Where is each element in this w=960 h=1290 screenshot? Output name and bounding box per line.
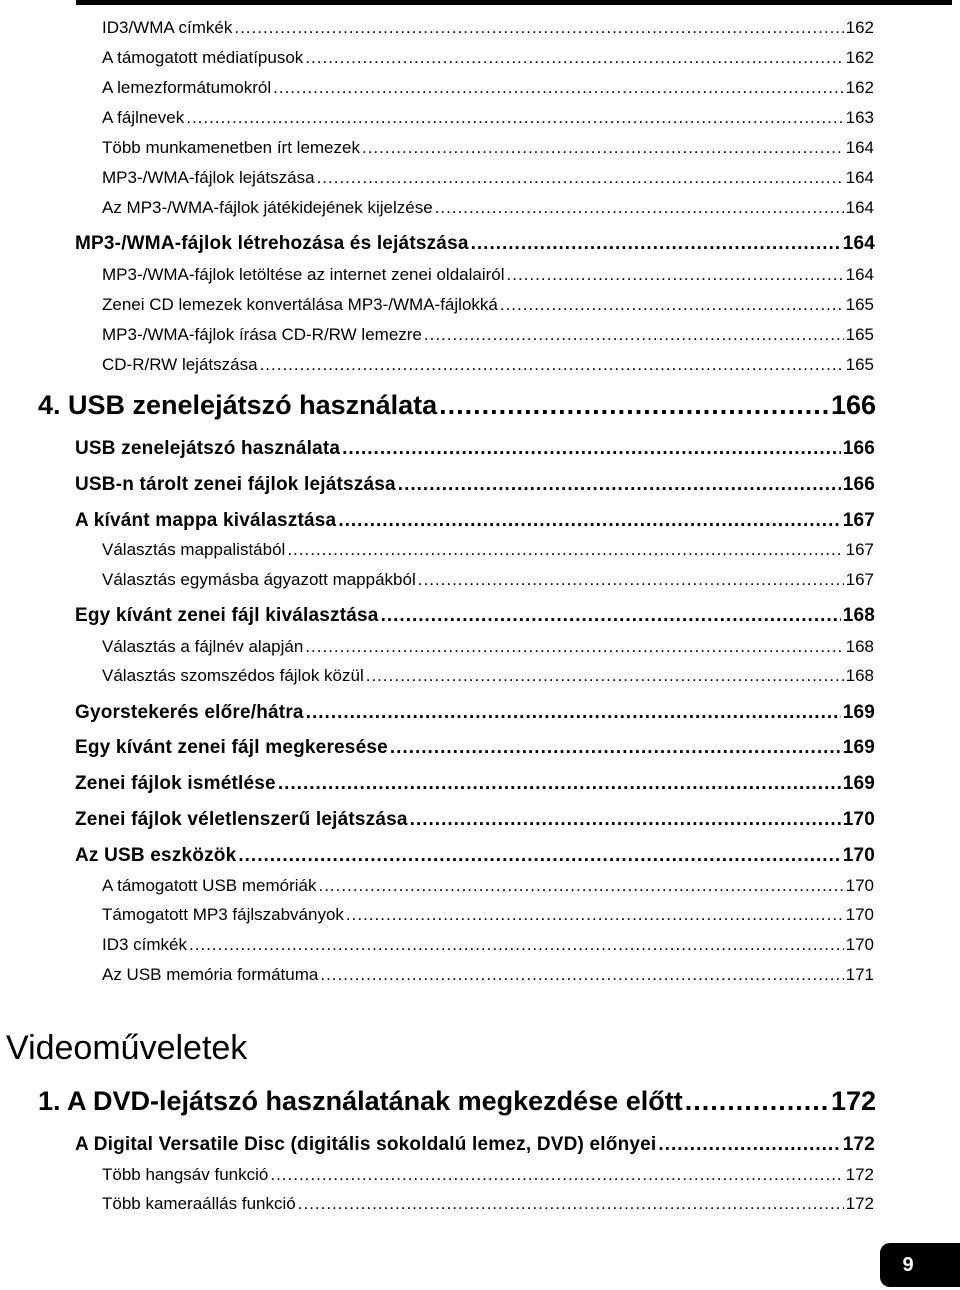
toc-leader: [189, 935, 844, 955]
toc-entry-title: Az MP3-/WMA-fájlok játékidejének kijelzése: [102, 198, 433, 217]
toc-entry-page: 172: [842, 1134, 875, 1155]
toc-entry[interactable]: [102, 876, 874, 896]
toc-entry-page: 169: [842, 737, 875, 758]
toc-entry[interactable]: [102, 570, 874, 590]
toc-entry-title: 1. A DVD-lejátszó használatának megkezdése előtt: [38, 1086, 683, 1116]
toc-entry-page: 168: [842, 605, 875, 626]
toc-entry-page: 166: [842, 474, 875, 495]
toc-entry-title: Egy kívánt zenei fájl megkeresése: [75, 737, 388, 758]
toc-entry-title: A kívánt mappa kiválasztása: [75, 510, 337, 531]
toc-entry[interactable]: [102, 905, 874, 925]
toc-leader: [298, 1194, 844, 1214]
toc-leader: [366, 666, 844, 686]
toc-entry-page: 166: [830, 390, 876, 420]
toc-entry[interactable]: [38, 1086, 876, 1117]
toc-entry-page: 162: [845, 48, 874, 67]
page-number-badge: [880, 1243, 936, 1287]
toc-entry-title: MP3-/WMA-fájlok létrehozása és lejátszása: [75, 233, 469, 254]
toc-entry-page: 170: [845, 905, 874, 924]
toc-leader: [270, 1165, 843, 1185]
toc-entry-page: 170: [842, 845, 875, 866]
toc-entry[interactable]: [75, 773, 875, 795]
toc-entry-page: 164: [845, 198, 874, 217]
toc-entry-title: USB-n tárolt zenei fájlok lejátszása: [75, 474, 396, 495]
toc-entry-title: Választás szomszédos fájlok közül: [102, 666, 364, 685]
toc-leader: [306, 702, 841, 724]
toc-entry-page: 162: [845, 18, 874, 37]
toc-entry-title: 4. USB zenelejátszó használata: [38, 390, 438, 420]
toc-entry[interactable]: [75, 438, 875, 460]
toc-entry-page: 170: [842, 809, 875, 830]
toc-leader: [507, 265, 844, 285]
toc-entry-title: A lemezformátumokról: [102, 78, 272, 97]
toc-entry[interactable]: [102, 198, 874, 218]
toc-entry[interactable]: [102, 1194, 874, 1214]
toc-entry-page: 170: [845, 876, 874, 895]
toc-entry-title: MP3-/WMA-fájlok lejátszása: [102, 168, 315, 187]
toc-entry-title: Gyorstekerés előre/hátra: [75, 702, 304, 723]
toc-entry-title: Választás mappalistából: [102, 540, 286, 559]
toc-entry-page: 163: [845, 108, 874, 127]
toc-entry-page: 169: [842, 702, 875, 723]
toc-entry[interactable]: [102, 48, 874, 68]
toc-entry-page: 165: [845, 295, 874, 314]
toc-entry[interactable]: [75, 809, 875, 831]
toc-entry[interactable]: [75, 474, 875, 496]
toc-entry[interactable]: [102, 168, 874, 188]
toc-entry-title: Több hangsáv funkció: [102, 1165, 269, 1184]
toc-entry[interactable]: [102, 265, 874, 285]
toc-leader: [390, 737, 841, 759]
toc-entry-page: 168: [845, 666, 874, 685]
toc-entry-title: A támogatott USB memóriák: [102, 876, 317, 895]
toc-entry-page: 164: [842, 233, 875, 254]
toc-leader: [424, 325, 844, 345]
toc-entry[interactable]: [102, 325, 874, 345]
toc-entry-page: 168: [845, 637, 874, 656]
toc-leader: [362, 138, 844, 158]
toc-entry-page: 165: [845, 355, 874, 374]
toc-entry[interactable]: [102, 666, 874, 686]
toc-entry-page: 164: [845, 265, 874, 284]
toc-leader: [238, 845, 840, 867]
toc-leader: [318, 876, 843, 896]
toc-entry-page: 169: [842, 773, 875, 794]
toc-entry[interactable]: [75, 1134, 875, 1156]
toc-entry-title: A támogatott médiatípusok: [102, 48, 304, 67]
toc-leader: [685, 1086, 829, 1117]
toc-entry[interactable]: [75, 737, 875, 759]
toc-entry-title: A Digital Versatile Disc (digitális sokoldalú lemez, DVD) előnyei: [75, 1134, 657, 1155]
toc-entry-page: 170: [845, 935, 874, 954]
toc-leader: [317, 168, 844, 188]
toc-leader: [278, 773, 841, 795]
toc-entry-title: Zenei fájlok ismétlése: [75, 773, 276, 794]
toc-entry[interactable]: [102, 540, 874, 560]
toc-entry-page: 167: [845, 570, 874, 589]
toc-leader: [320, 965, 843, 985]
toc-entry-title: CD-R/RW lejátszása: [102, 355, 258, 374]
toc-entry-title: Támogatott MP3 fájlszabványok: [102, 905, 344, 924]
toc-entry-title: ID3 címkék: [102, 935, 188, 954]
toc-leader: [186, 108, 843, 128]
toc-entry[interactable]: [38, 390, 876, 421]
page-number: 9: [902, 1253, 914, 1276]
toc-leader: [273, 78, 844, 98]
toc-leader: [260, 355, 844, 375]
toc-entry[interactable]: [75, 845, 875, 867]
toc-entry[interactable]: [102, 108, 874, 128]
toc-entry-title: Egy kívánt zenei fájl kiválasztása: [75, 605, 379, 626]
part-title: Videoműveletek: [6, 1029, 248, 1067]
toc-leader: [500, 295, 844, 315]
toc-leader: [381, 605, 841, 627]
toc-entry[interactable]: [102, 138, 874, 158]
toc-entry-page: 164: [845, 138, 874, 157]
toc-entry-title: Választás a fájlnév alapján: [102, 637, 304, 656]
toc-leader: [305, 637, 843, 657]
toc-entry-page: 172: [830, 1086, 876, 1116]
toc-entry[interactable]: [102, 935, 874, 955]
toc-entry-title: USB zenelejátszó használata: [75, 438, 341, 459]
toc-entry-title: MP3-/WMA-fájlok letöltése az internet zenei oldalairól: [102, 265, 505, 284]
toc-entry-page: 164: [845, 168, 874, 187]
toc-entry-title: Az USB eszközök: [75, 845, 237, 866]
toc-entry[interactable]: [102, 78, 874, 98]
toc-entry[interactable]: [75, 702, 875, 724]
toc-entry[interactable]: [75, 605, 875, 627]
toc-leader: [346, 905, 844, 925]
toc-entry[interactable]: [102, 295, 874, 315]
toc-entry-page: 167: [845, 540, 874, 559]
toc-leader: [439, 390, 829, 421]
toc-entry[interactable]: [75, 233, 875, 255]
toc-entry-title: Választás egymásba ágyazott mappákból: [102, 570, 416, 589]
toc-leader: [418, 570, 844, 590]
toc-entry[interactable]: [102, 637, 874, 657]
toc-entry-title: ID3/WMA címkék: [102, 18, 233, 37]
toc-entry-title: Több munkamenetben írt lemezek: [102, 138, 360, 157]
toc-leader: [435, 198, 844, 218]
toc-entry-page: 172: [845, 1165, 874, 1184]
toc-entry-page: 165: [845, 325, 874, 344]
toc-leader: [398, 474, 841, 496]
toc-entry[interactable]: [102, 965, 874, 985]
toc-entry-title: Az USB memória formátuma: [102, 965, 319, 984]
toc-entry[interactable]: [102, 18, 874, 38]
toc-entry[interactable]: [75, 510, 875, 532]
toc-entry-title: Zenei fájlok véletlenszerű lejátszása: [75, 809, 408, 830]
toc-entry[interactable]: [102, 1165, 874, 1185]
toc-leader: [338, 510, 840, 532]
toc-entry-title: MP3-/WMA-fájlok írása CD-R/RW lemezre: [102, 325, 422, 344]
toc-entry-page: 171: [845, 965, 874, 984]
toc-leader: [410, 809, 841, 831]
toc-entry-page: 172: [845, 1194, 874, 1213]
toc-leader: [287, 540, 843, 560]
toc-entry-title: Zenei CD lemezek konvertálása MP3-/WMA-fájlokká: [102, 295, 498, 314]
toc-entry-page: 166: [842, 438, 875, 459]
toc-entry-title: A fájlnevek: [102, 108, 185, 127]
toc-entry-page: 167: [842, 510, 875, 531]
toc-leader: [342, 438, 841, 460]
toc-entry[interactable]: [102, 355, 874, 375]
toc-leader: [305, 48, 843, 68]
toc-leader: [471, 233, 841, 255]
toc-leader: [234, 18, 843, 38]
toc-entry-page: 162: [845, 78, 874, 97]
toc-entry-title: Több kameraállás funkció: [102, 1194, 296, 1213]
toc-leader: [658, 1134, 840, 1156]
